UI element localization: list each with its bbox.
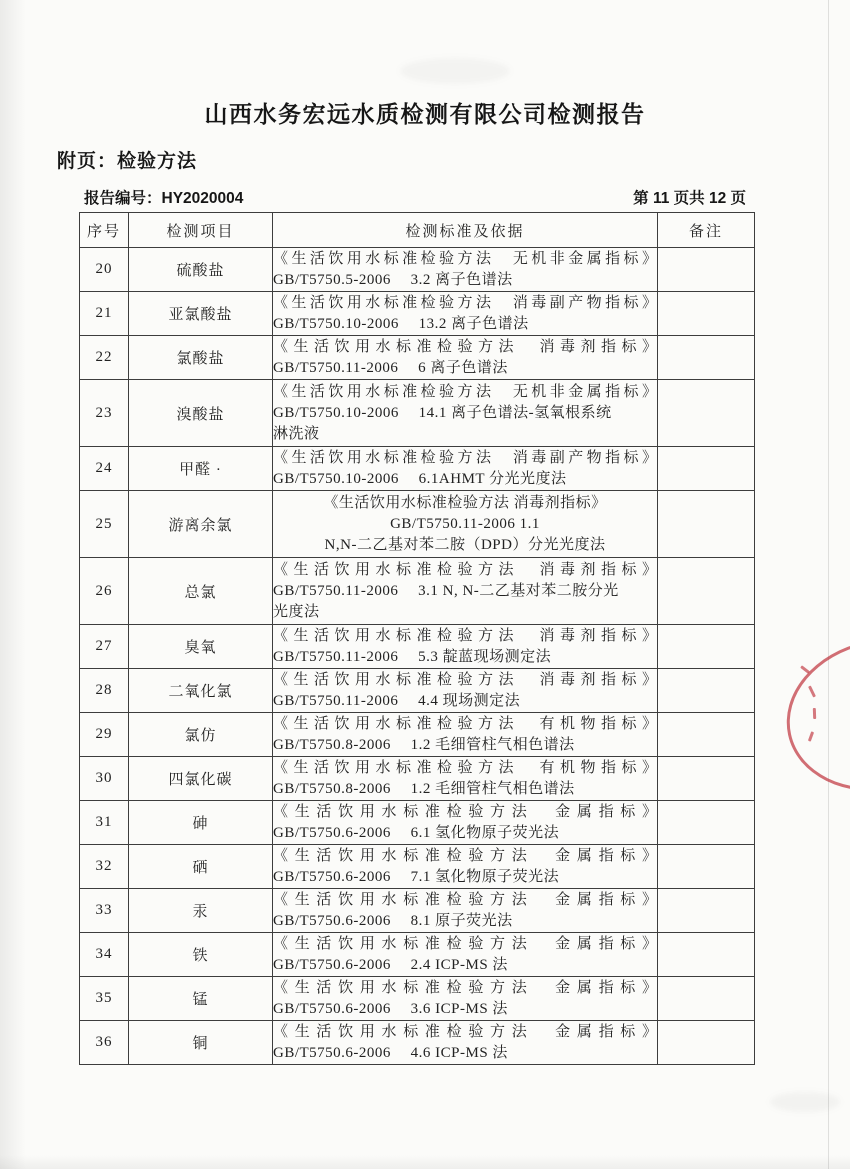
remark-cell (658, 1021, 755, 1065)
header-seq-no: 序号 (80, 213, 129, 248)
standard-line: GB/T5750.6-2006 8.1 原子荧光法 (273, 912, 513, 929)
standard-line: GB/T5750.6-2006 6.1 氢化物原子荧光法 (273, 824, 560, 841)
table-row (80, 757, 755, 801)
standard-line: 《生活饮用水标准检验方法 有机物指标》 (273, 759, 657, 776)
test-item-cell: 砷 (129, 801, 273, 845)
table-row (80, 933, 755, 977)
standard-cell (273, 558, 658, 625)
standard-line: GB/T5750.10-2006 14.1 离子色谱法-氢氧根系统 (273, 404, 612, 421)
standard-cell (273, 336, 658, 380)
standard-line: GB/T5750.11-2006 4.4 现场测定法 (273, 692, 521, 709)
test-item-cell: 总氯 (129, 558, 273, 625)
standard-line: 《生活饮用水标准检验方法 金属指标》 (273, 979, 657, 996)
remark-cell (658, 977, 755, 1021)
standard-cell (273, 447, 658, 491)
remark-cell (658, 447, 755, 491)
remark-cell (658, 336, 755, 380)
row-number-cell: 29 (80, 713, 129, 757)
table-row (80, 801, 755, 845)
row-number-cell: 20 (80, 248, 129, 292)
header-standard: 检测标准及依据 (273, 213, 658, 248)
remark-cell (658, 380, 755, 447)
row-number-cell: 26 (80, 558, 129, 625)
table-row (80, 669, 755, 713)
remark-cell (658, 713, 755, 757)
standard-line: 《生活饮用水标准检验方法 消毒剂指标》 (273, 627, 657, 644)
row-number-cell: 30 (80, 757, 129, 801)
standard-line: 《生活饮用水标准检验方法 消毒剂指标》 (273, 671, 657, 688)
table-row (80, 625, 755, 669)
standard-line: 《生活饮用水标准检验方法 金属指标》 (273, 803, 657, 820)
table-row (80, 248, 755, 292)
remark-cell (658, 491, 755, 558)
table-header-row (80, 213, 755, 248)
standard-line: 《生活饮用水标准检验方法 无机非金属指标》 (273, 250, 657, 267)
red-seal-glyph (813, 708, 816, 719)
test-item-cell: 游离余氯 (129, 491, 273, 558)
standard-line: 《生活饮用水标准检验方法 消毒剂指标》 (273, 561, 657, 578)
scan-smudge (400, 58, 510, 84)
scan-smudge (770, 1092, 840, 1112)
test-item-cell: 铁 (129, 933, 273, 977)
standard-line: GB/T5750.6-2006 7.1 氢化物原子荧光法 (273, 868, 560, 885)
standard-cell (273, 933, 658, 977)
row-number-cell: 35 (80, 977, 129, 1021)
standard-line: 《生活饮用水标准检验方法 有机物指标》 (273, 715, 657, 732)
standard-line: GB/T5750.6-2006 4.6 ICP-MS 法 (273, 1044, 508, 1061)
standard-cell (273, 491, 658, 558)
remark-cell (658, 558, 755, 625)
table-row (80, 491, 755, 558)
row-number-cell: 31 (80, 801, 129, 845)
remark-cell (658, 845, 755, 889)
scan-bottom-shadow (0, 1155, 850, 1169)
test-item-cell: 汞 (129, 889, 273, 933)
table-row (80, 1021, 755, 1065)
row-number-cell: 33 (80, 889, 129, 933)
standard-line: 《生活饮用水标准检验方法 消毒副产物指标》 (273, 449, 657, 466)
table-row (80, 977, 755, 1021)
standard-line: GB/T5750.10-2006 13.2 离子色谱法 (273, 315, 529, 332)
report-number: 报告编号：HY2020004 (84, 190, 244, 207)
remark-cell (658, 669, 755, 713)
table-row (80, 889, 755, 933)
test-item-cell: 亚氯酸盐 (129, 292, 273, 336)
standard-cell (273, 977, 658, 1021)
test-item-cell: 二氧化氯 (129, 669, 273, 713)
table-row (80, 292, 755, 336)
header-test-item: 检测项目 (129, 213, 273, 248)
test-item-cell: 硫酸盐 (129, 248, 273, 292)
test-item-cell: 氯酸盐 (129, 336, 273, 380)
test-item-cell: 溴酸盐 (129, 380, 273, 447)
row-number-cell: 22 (80, 336, 129, 380)
methods-table (79, 212, 755, 1065)
page-edge-line (828, 0, 829, 1169)
standard-line: N,N-二乙基对苯二胺（DPD）分光光度法 (324, 536, 606, 553)
remark-cell (658, 933, 755, 977)
standard-cell (273, 380, 658, 447)
standard-line: 《生活饮用水标准检验方法 消毒剂指标》 (273, 338, 657, 355)
red-seal-partial (772, 622, 850, 808)
standard-line: 光度法 (273, 603, 320, 620)
standard-line: 淋洗液 (273, 425, 320, 442)
test-item-cell: 臭氧 (129, 625, 273, 669)
red-seal-glyph (800, 665, 810, 674)
standard-line: 《生活饮用水标准检验方法 消毒副产物指标》 (273, 294, 657, 311)
standard-line: 《生活饮用水标准检验方法 消毒剂指标》 (323, 494, 607, 511)
standard-line: 《生活饮用水标准检验方法 金属指标》 (273, 935, 657, 952)
standard-line: GB/T5750.5-2006 3.2 离子色谱法 (273, 271, 513, 288)
scan-left-shadow (0, 0, 26, 1169)
appendix-heading: 附页：检验方法 (57, 151, 198, 172)
standard-line: GB/T5750.6-2006 2.4 ICP-MS 法 (273, 956, 508, 973)
row-number-cell: 36 (80, 1021, 129, 1065)
standard-cell (273, 845, 658, 889)
standard-cell (273, 1021, 658, 1065)
standard-cell (273, 625, 658, 669)
report-title: 山西水务宏远水质检测有限公司检测报告 (204, 101, 646, 127)
row-number-cell: 21 (80, 292, 129, 336)
standard-line: GB/T5750.11-2006 3.1 N, N-二乙基对苯二胺分光 (273, 582, 619, 599)
report-meta-row (84, 186, 746, 208)
standard-cell (273, 669, 658, 713)
standard-line: 《生活饮用水标准检验方法 金属指标》 (273, 891, 657, 908)
row-number-cell: 27 (80, 625, 129, 669)
row-number-cell: 23 (80, 380, 129, 447)
table-row (80, 713, 755, 757)
standard-line: GB/T5750.8-2006 1.2 毛细管柱气相色谱法 (273, 780, 575, 797)
test-item-cell: 四氯化碳 (129, 757, 273, 801)
standard-line: 《生活饮用水标准检验方法 金属指标》 (273, 1023, 657, 1040)
standard-line: 《生活饮用水标准检验方法 金属指标》 (273, 847, 657, 864)
table-row (80, 380, 755, 447)
standard-cell (273, 889, 658, 933)
test-item-cell: 甲醛 · (129, 447, 273, 491)
row-number-cell: 32 (80, 845, 129, 889)
test-item-cell: 锰 (129, 977, 273, 1021)
standard-line: GB/T5750.11-2006 6 离子色谱法 (273, 359, 508, 376)
page-indicator: 第 11 页共 12 页 (633, 190, 746, 207)
test-item-cell: 铜 (129, 1021, 273, 1065)
standard-cell (273, 713, 658, 757)
standard-line: GB/T5750.6-2006 3.6 ICP-MS 法 (273, 1000, 508, 1017)
table-row (80, 845, 755, 889)
table-row (80, 336, 755, 380)
standard-line: GB/T5750.10-2006 6.1AHMT 分光光度法 (273, 470, 567, 487)
header-remark: 备注 (658, 213, 755, 248)
row-number-cell: 34 (80, 933, 129, 977)
remark-cell (658, 889, 755, 933)
remark-cell (658, 248, 755, 292)
standard-line: GB/T5750.11-2006 1.1 (390, 515, 540, 532)
remark-cell (658, 801, 755, 845)
standard-cell (273, 801, 658, 845)
table-row (80, 558, 755, 625)
standard-cell (273, 292, 658, 336)
row-number-cell: 25 (80, 491, 129, 558)
table-row (80, 447, 755, 491)
remark-cell (658, 757, 755, 801)
test-item-cell: 硒 (129, 845, 273, 889)
remark-cell (658, 292, 755, 336)
row-number-cell: 24 (80, 447, 129, 491)
remark-cell (658, 625, 755, 669)
test-item-cell: 氯仿 (129, 713, 273, 757)
standard-line: GB/T5750.11-2006 5.3 靛蓝现场测定法 (273, 648, 552, 665)
row-number-cell: 28 (80, 669, 129, 713)
standard-cell (273, 757, 658, 801)
standard-cell (273, 248, 658, 292)
standard-line: GB/T5750.8-2006 1.2 毛细管柱气相色谱法 (273, 736, 575, 753)
standard-line: 《生活饮用水标准检验方法 无机非金属指标》 (273, 383, 657, 400)
